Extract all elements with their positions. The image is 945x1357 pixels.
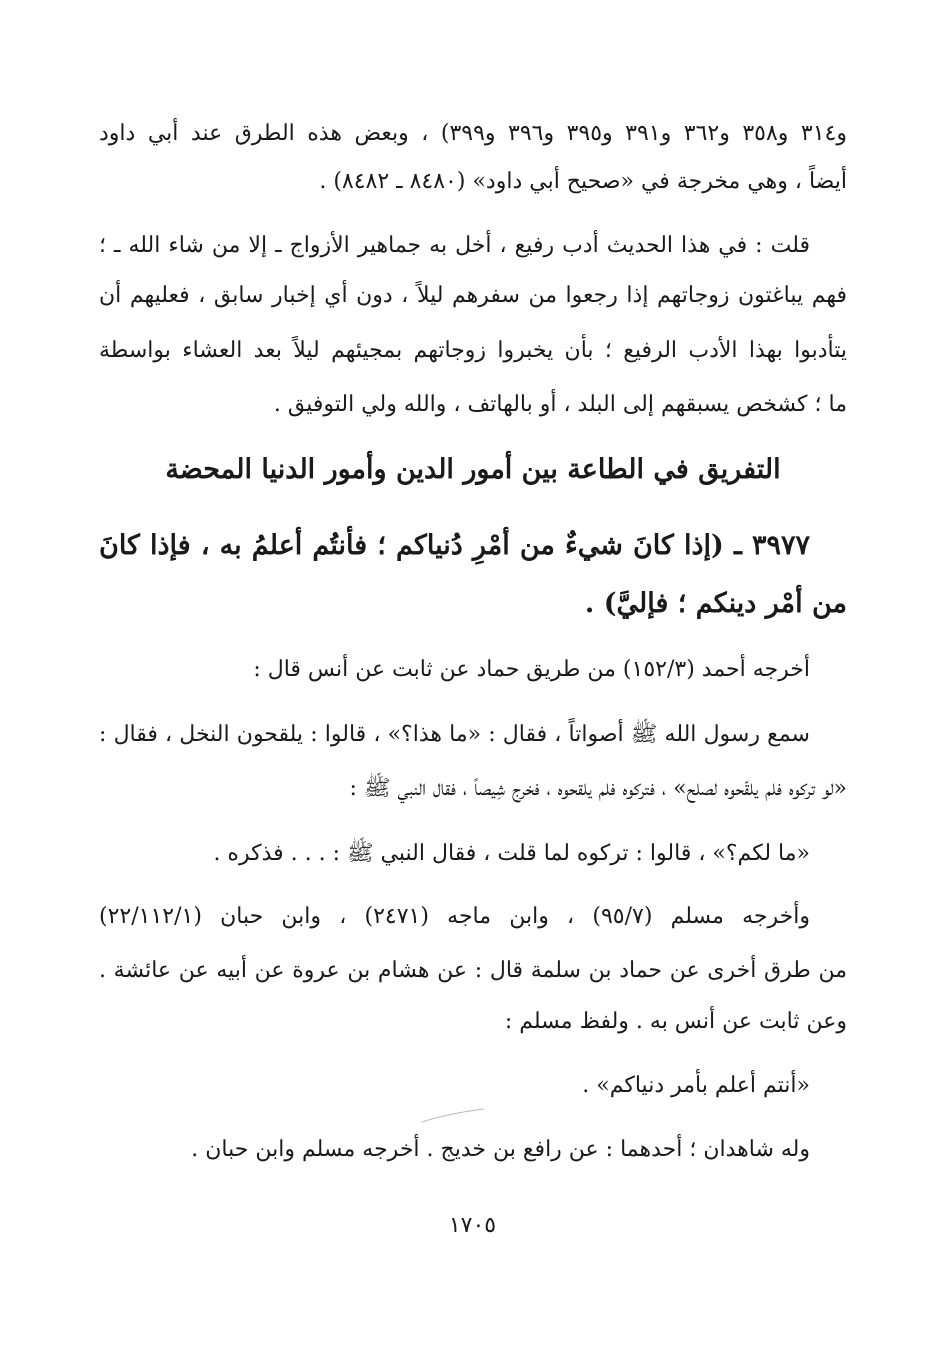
section-heading: التفريق في الطاعة بين أمور الدين وأمور الدنيا المحضة xyxy=(165,454,781,485)
paragraph-1-line-1: و٣١٤ و٣٥٨ و٣٦٢ و٣٩١ و٣٩٥ و٣٩٦ و٣٩٩) ، وبعض هذه الطرق عند أبي داود xyxy=(99,121,847,146)
paragraph-5-line-3: وعن ثابت عن أنس به . ولفظ مسلم : xyxy=(504,1009,847,1034)
paragraph-5-line-2: من طرق أخرى عن حماد بن سلمة قال : عن هشام بن عروة عن أبيه عن عائشة . xyxy=(99,958,847,983)
paragraph-2-line-1: قلت : في هذا الحديث أدب رفيع ، أخل به جماهير الأزواج ـ إلا من شاء الله ـ ؛ xyxy=(99,233,810,258)
paragraph-3-line-1: أخرجه أحمد (١٥٢/٣) من طريق حماد عن ثابت عن أنس قال : xyxy=(253,657,810,682)
paragraph-7-line-1: وله شاهدان ؛ أحدهما : عن رافع بن خديج . أخرجه مسلم وابن حبان . xyxy=(191,1137,810,1162)
scan-mark xyxy=(420,1108,486,1124)
paragraph-2-line-4: ما ؛ كشخص يسبقهم إلى البلد ، أو بالهاتف ، والله ولي التوفيق . xyxy=(273,392,847,417)
paragraph-2-line-3: يتأدبوا بهذا الأدب الرفيع ؛ بأن يخبروا زوجاتهم بمجيئهم ليلاً بعد العشاء بواسطة xyxy=(99,338,847,363)
paragraph-4-line-2: «لو تركوه فلم يلقّحوه لصلح» ، فتركوه فلم يلقحوه ، فخرج شِيصاً ، فقال النبي ﷺ : xyxy=(349,776,847,801)
paragraph-5-line-1: وأخرجه مسلم (٩٥/٧) ، وابن ماجه (٢٤٧١) ، وابن حبان (٢٢/١١٢/١) xyxy=(99,904,810,929)
hadith-line-1: ٣٩٧٧ ـ (إذا كانَ شيءٌ من أمْرِ دُنياكم ؛ فأنتُم أعلمُ به ، فإذا كانَ xyxy=(99,530,810,561)
paragraph-6-line-1: «أنتم أعلم بأمر دنياكم» . xyxy=(582,1073,810,1098)
page-number: ١٧٠٥ xyxy=(448,1213,497,1238)
hadith-line-2: من أمْر دينكم ؛ فإليَّ) . xyxy=(584,588,847,619)
paragraph-4-line-1: سمع رسول الله ﷺ أصواتاً ، فقال : «ما هذا؟» ، قالوا : يلقحون النخل ، فقال : xyxy=(99,722,810,747)
paragraph-2-line-2: فهم يباغتون زوجاتهم إذا رجعوا من سفرهم ليلاً ، دون أي إخبار سابق ، فعليهم أن xyxy=(99,283,847,308)
paragraph-4-line-3: «ما لكم؟» ، قالوا : تركوه لما قلت ، فقال النبي ﷺ : . . . فذكره . xyxy=(213,841,810,866)
paragraph-1-line-2: أيضاً ، وهي مخرجة في «صحيح أبي داود» (٨٤٨٠ ـ ٨٤٨٢) . xyxy=(319,169,847,194)
